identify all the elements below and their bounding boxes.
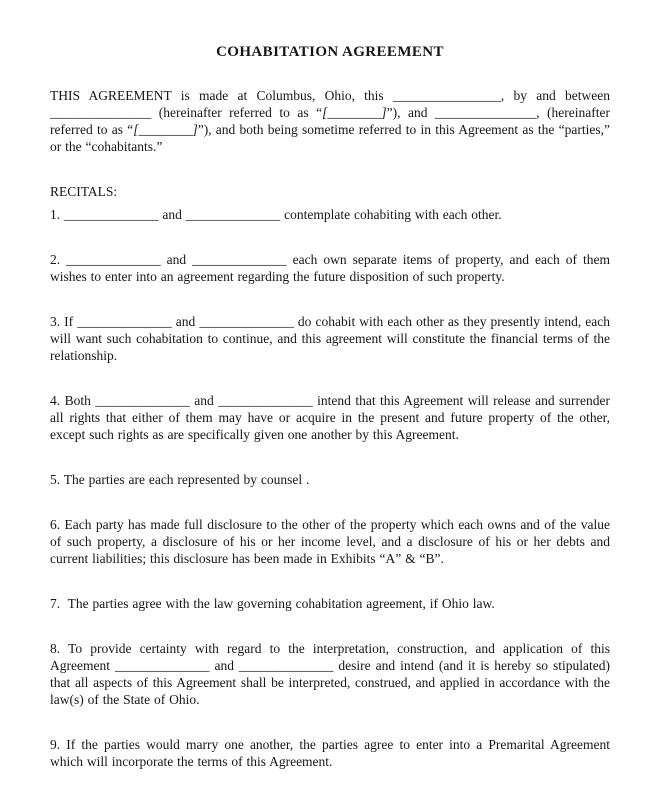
recitals-heading: RECITALS: (50, 184, 118, 199)
recital-item-3: 3. If ______________ and ______________ do cohabit with each other as they presently intend, each will want such cohabitation to continue, and this agreement will constitute the financial terms of the relationship. (50, 314, 610, 363)
intro-text-segment: ”), and both being sometime referred to in this Agreement as the “parties,” or the “cohabitants.” (50, 122, 610, 154)
party-1-shortname-blank: [________] (322, 105, 387, 120)
recital-item-5: 5. The parties are each represented by counsel . (50, 472, 310, 487)
recital-item-6: 6. Each party has made full disclosure to the other of the property which each owns and of the value of such property, a disclosure of his or her income level, and a disclosure of his or her debts and current liabilities; this disclosure has been made in Exhibits “A” & “B”. (50, 517, 610, 566)
document-title: COHABITATION AGREEMENT (216, 44, 444, 60)
recital-item-4: 4. Both ______________ and ______________ intend that this Agreement will release and surrender all rights that either of them may have or acquire in the present and future property of the other, except such rights as are specifically given one another by this Agreement. (50, 393, 610, 442)
recital-item-1: 1. ______________ and ______________ contemplate cohabiting with each other. (50, 207, 502, 222)
party-2-shortname-blank: [________] (133, 122, 198, 137)
recital-item-8: 8. To provide certainty with regard to the interpretation, construction, and application of this Agreement ______________ and ______________ desire and intend (and it is hereby so stipulated) that all aspects of this Agreement shall be interpreted, construed, and applied in accordance with the law(s) of the State of Ohio. (50, 641, 610, 707)
recital-item-2: 2. ______________ and ______________ each own separate items of property, and each of them wishes to enter into an agreement regarding the future disposition of such property. (50, 252, 610, 284)
intro-text-segment: ”), and _______________, (hereinafter referred to as “ (50, 105, 610, 137)
intro-paragraph (50, 87, 610, 155)
recital-item-7: 7. The parties agree with the law governing cohabitation agreement, if Ohio law. (50, 596, 495, 611)
intro-text-segment: THIS AGREEMENT is made at Columbus, Ohio, this ________________, by and between _______________ (hereinafter referred to as “ (50, 88, 610, 120)
recital-item-9: 9. If the parties would marry one another, the parties agree to enter into a Premarital Agreement which will incorporate the terms of this Agreement. (50, 737, 610, 769)
